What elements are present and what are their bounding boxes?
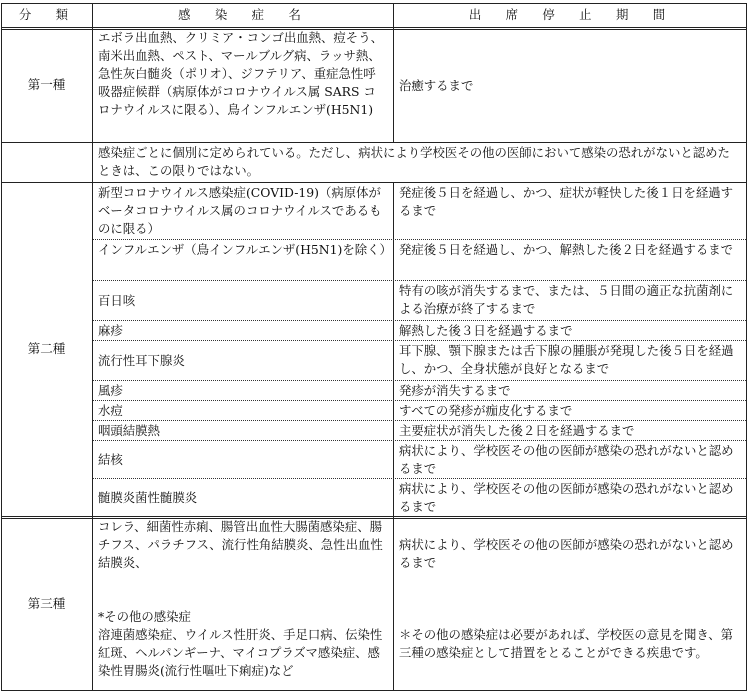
class2-row-mumps-period: 耳下腺、顎下腺または舌下腺の腫脹が発現した後５日を経過し、かつ、全身状態が良好となるまで [399,343,734,376]
class2-row-varicella-disease: 水痘 [98,403,123,418]
class2-row-pharyngoconjunctival-period: 主要症状が消失した後２日を経過するまで [399,423,635,438]
class2-row-mumps-disease [92,340,393,380]
class2-row-tuberculosis-text: 結核 [98,452,123,467]
class2-row-pertussis-disease [92,280,393,320]
class3-period-main: 病状により、学校医その他の医師が感染の恐れがないと認めるまで [399,537,734,570]
row-divider [93,440,746,441]
class1-label: 第一種 [27,76,66,92]
class3-other-list: 溶連菌感染症、ウイルス性肝炎、手足口病、伝染性紅斑、ヘルパンギーナ、マイコプラズマ感染症、感染性胃腸炎(流行性嘔吐下痢症)など [98,627,383,678]
class2-row-measles-period: 解熱した後３日を経過するまで [399,323,573,338]
class2-row-varicella-period: すべての発疹が痂皮化するまで [399,403,573,418]
header-divider-1 [1,27,747,28]
class3-other-title: *その他の感染症 [98,609,191,624]
class2-label: 第二種 [27,341,66,356]
class3-label: 第三種 [27,595,66,611]
class1-diseases: エボラ出血熱、クリミア・コンゴ出血熱、痘そう、南米出血熱、ペスト、マールブルグ病、ラッサ熱、急性灰白髄炎（ポリオ）、ジフテリア、重症急性呼吸器症候群（病原体がコロナウイルス属 SARS コロナウイルスに限る）、鳥インフルエンザ(H5N1) [98,30,383,117]
class2-row-tuberculosis-disease [92,440,393,478]
class3-diseases-main: コレラ、細菌性赤痢、腸管出血性大腸菌感染症、腸チフス、パラチフス、流行性角結膜炎、急性出血性結膜炎、 [98,519,383,570]
header-disease-name: 感 染 症 名 [178,7,307,22]
class2-row-covid-period: 発症後５日を経過し、かつ、症状が軽快した後１日を経過するまで [399,185,734,218]
row-divider [93,420,746,421]
header-suspension-period: 出 席 停 止 期 間 [468,7,672,22]
class2-row-tuberculosis-period: 病状により、学校医その他の医師が感染の恐れがないと認めるまで [399,443,734,476]
class2-row-meningococcal-disease [92,478,393,516]
row-divider [93,239,746,240]
class2-row-mumps-text: 流行性耳下腺炎 [98,353,185,368]
outer-border-right [746,3,747,691]
header-category: 分 類 [18,7,75,22]
class2-row-rubella-disease: 風疹 [98,383,123,398]
row-divider [93,280,746,281]
row-divider [93,320,746,321]
class3-diseases [92,516,393,691]
class1-bottom-border [1,142,747,143]
row-divider [93,478,746,479]
col-divider-category [92,3,93,691]
note-bottom-border [1,182,747,183]
class1-period [393,27,747,142]
class2-bottom-border-2 [1,518,747,519]
class2-row-measles-disease: 麻疹 [98,323,123,338]
class2-row-covid-disease: 新型コロナウイルス感染症(COVID-19)（病原体がベータコロナウイルス属のコロナウイルスであるものに限る） [98,185,382,236]
class2-row-influenza-period: 発症後５日を経過し、かつ、解熱した後２日を経過するまで [399,242,734,257]
class1-period-text: 治癒するまで [399,77,474,93]
outer-border-left [1,3,2,691]
row-divider [93,400,746,401]
class2-note: 感染症ごとに個別に定められている。ただし、病状により学校医その他の医師において感染の恐れがないと認めたときは、この限りではない。 [98,145,730,178]
class2-bottom-border-1 [1,516,747,517]
row-divider [93,380,746,381]
class2-row-pharyngoconjunctival-disease: 咽頭結膜熱 [98,423,160,438]
outer-border-top [1,3,747,4]
class3-period [393,516,747,691]
outer-border-bottom [1,690,747,691]
col-divider-period-top [393,3,394,142]
class3-period-note: ＊その他の感染症は必要があれば、学校医の意見を聞き、第三種の感染症として措置をとることができる疾患です。 [399,627,734,660]
header-divider-2 [1,29,747,30]
class2-row-meningococcal-period: 病状により、学校医その他の医師が感染の恐れがないと認めるまで [399,481,734,514]
row-divider [93,340,746,341]
col-divider-period-bottom [393,182,394,691]
attendance-suspension-table [1,3,747,691]
class2-row-influenza-disease: インフルエンザ（鳥インフルエンザ(H5N1)を除く） [98,242,392,257]
class2-row-pertussis-period: 特有の咳が消失するまで、または、５日間の適正な抗菌剤による治療が終了するまで [399,283,734,316]
class2-row-rubella-period: 発疹が消失するまで [399,383,511,398]
class2-row-meningococcal-text: 髄膜炎菌性髄膜炎 [98,490,198,505]
class2-row-pertussis-text: 百日咳 [98,293,136,308]
